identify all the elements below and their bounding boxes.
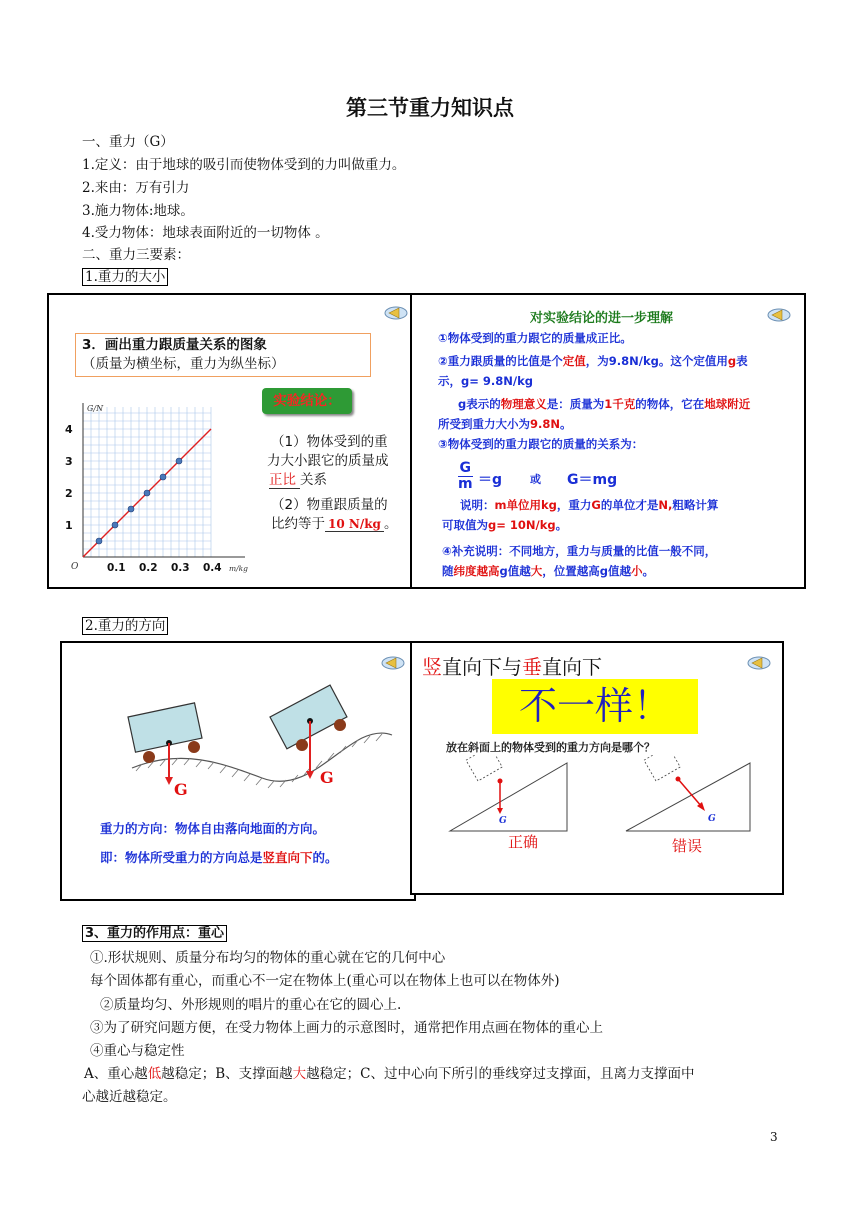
- y-tick-label: 2: [65, 487, 73, 500]
- note-line-1: 说明：m单位用kg，重力G的单位才是N,粗略计算: [460, 498, 719, 512]
- slope-illustration: [62, 643, 414, 818]
- wheel: [188, 741, 200, 753]
- x-tick-label: 0.3: [171, 562, 190, 574]
- direction-panel: [60, 641, 416, 901]
- section-heading-gravity: 一、重力（G）: [82, 134, 174, 150]
- instruction-line-1: 3．画出重力跟质量关系的图象: [82, 337, 267, 353]
- page-title: 第三节重力知识点: [346, 96, 514, 120]
- wrong-label: 错误: [672, 837, 703, 855]
- speaker-icon: [746, 653, 772, 671]
- cart-right: [270, 685, 347, 749]
- incline-right: [626, 763, 750, 831]
- applier-line: 3.施力物体:地球。: [82, 203, 194, 219]
- receiver-line: 4.受力物体：地球表面附近的一切物体 。: [82, 225, 329, 241]
- center-line-1: ①.形状规则、质量分布均匀的物体的重心就在它的几何中心: [90, 950, 446, 966]
- not-same-banner: 不一样！: [492, 679, 698, 734]
- speaker-icon: [383, 303, 409, 321]
- center-line-4: ③为了研究问题方便，在受力物体上画力的示意图时，通常把作用点画在物体的重心上: [90, 1020, 603, 1036]
- data-point: [144, 490, 150, 496]
- conclusion-1a: （1）物体受到的重: [271, 434, 388, 450]
- conclusion-2b: 比约等于: [271, 516, 325, 532]
- gravity-label-correct: G: [499, 816, 507, 826]
- chart-marks: [65, 423, 222, 574]
- x-tick-label: 0.2: [139, 562, 158, 574]
- conclusion-1-fill: 正比: [269, 472, 300, 489]
- arrow-head: [306, 771, 314, 779]
- y-tick-label: 3: [65, 455, 73, 468]
- formula-or: 或: [530, 473, 541, 486]
- conclusion-1b: 力大小跟它的质量成: [267, 453, 389, 469]
- x-tick-label: 0.1: [107, 562, 126, 574]
- gravity-label-right: G: [320, 768, 334, 787]
- direction-text-2: 即：物体所受重力的方向总是竖直向下的。: [100, 850, 338, 865]
- incline-left: [450, 763, 567, 831]
- center-line-5: ④重心与稳定性: [90, 1043, 185, 1059]
- note-line-2: 可取值为g= 10N/kg。: [442, 518, 568, 532]
- center-line-2: 每个固体都有重心，而重心不一定在物体上(重心可以在物体上也可以在物体外): [90, 973, 560, 989]
- center-line-6: A、重心越低越稳定；B、支撑面越大越稳定；C、过中心向下所引的垂线穿过支撑面，且离力支撑面中: [84, 1066, 695, 1082]
- understanding-point-4: ③物体受到的重力跟它的质量的关系为：: [438, 437, 644, 451]
- center-heading: 3、重力的作用点：重心: [82, 925, 227, 942]
- three-elements-heading: 二、重力三要素：: [82, 247, 190, 263]
- instruction-box: [75, 333, 371, 377]
- correct-label: 正确: [508, 833, 539, 851]
- arrow-head: [165, 777, 173, 785]
- formula-fraction: [458, 461, 473, 492]
- data-point: [128, 506, 134, 512]
- data-point: [176, 458, 182, 464]
- block-right: [644, 755, 680, 781]
- supplement-line-2: 随纬度越高g值越大，位置越高g值越小。: [442, 564, 654, 578]
- understanding-point-3: g表示的物理意义是：质量为1千克的物体，它在地球附近: [458, 397, 751, 411]
- conclusion-button: 实验结论：: [262, 388, 352, 414]
- conclusion-2-fill: 10 N/kg: [325, 517, 384, 532]
- x-tick-label: 0.4: [203, 562, 222, 574]
- supplement-line-1: ④补充说明：不同地方，重力与质量的比值一般不同，: [442, 544, 717, 558]
- wheel: [296, 739, 308, 751]
- formula-numerator: G: [459, 460, 472, 476]
- x-axis-label: m/kg: [229, 564, 248, 573]
- gravity-mass-chart: [57, 395, 257, 580]
- definition-line: 1.定义：由于地球的吸引而使物体受到的力叫做重力。: [82, 157, 406, 173]
- data-point: [112, 522, 118, 528]
- graph-panel: [47, 293, 416, 589]
- gravity-label-left: G: [174, 780, 188, 799]
- gravity-label-wrong: G: [708, 814, 716, 824]
- vertical-heading: 竖直向下与垂直向下: [422, 655, 602, 679]
- understanding-point-3b: 所受到重力大小为9.8N。: [438, 417, 572, 431]
- data-point: [160, 474, 166, 480]
- speaker-icon: [766, 305, 792, 323]
- understanding-point-2b: 示，g= 9.8N/kg: [438, 374, 533, 388]
- size-label: 1.重力的大小: [82, 268, 168, 286]
- formula-g-mg: G＝mg: [567, 472, 618, 488]
- chart-grid: [83, 407, 211, 557]
- y-axis-label: G/N: [87, 404, 104, 413]
- y-tick-label: 1: [65, 519, 73, 532]
- understanding-panel: [410, 293, 806, 589]
- conclusion-text: [267, 433, 398, 534]
- conclusion-2-end: 。: [383, 516, 398, 532]
- direction-label: 2.重力的方向: [82, 617, 168, 635]
- slope-question: 放在斜面上的物体受到的重力方向是哪个？: [446, 741, 655, 754]
- understanding-point-2: ②重力跟质量的比值是个定值，为9.8N/kg。这个定值用g表: [438, 354, 748, 368]
- formula-denominator: m: [458, 476, 473, 492]
- conclusion-2a: （2）物重跟质量的: [271, 497, 388, 513]
- wheel: [143, 751, 155, 763]
- page-number: 3: [770, 1130, 778, 1144]
- conclusion-1c: 关系: [300, 472, 327, 488]
- formula-equals-g: ＝g: [478, 472, 503, 488]
- center-line-7: 心越近越稳定。: [82, 1089, 177, 1105]
- understanding-heading: 对实验结论的进一步理解: [530, 311, 674, 326]
- block-left: [466, 755, 502, 781]
- origin-label: O: [71, 562, 79, 572]
- understanding-point-1: ①物体受到的重力跟它的质量成正比。: [438, 331, 632, 345]
- incline-comparison: [412, 755, 782, 835]
- direction-text-1: 重力的方向：物体自由落向地面的方向。: [100, 821, 326, 836]
- center-line-3: ②质量均匀、外形规则的唱片的重心在它的圆心上.: [100, 997, 402, 1013]
- instruction-line-2: （质量为横坐标，重力为纵坐标）: [82, 356, 285, 372]
- wheel: [334, 719, 346, 731]
- data-point: [96, 538, 102, 544]
- vertical-panel: [410, 641, 784, 895]
- origin-line: 2.来由：万有引力: [82, 180, 190, 196]
- y-tick-label: 4: [65, 423, 73, 436]
